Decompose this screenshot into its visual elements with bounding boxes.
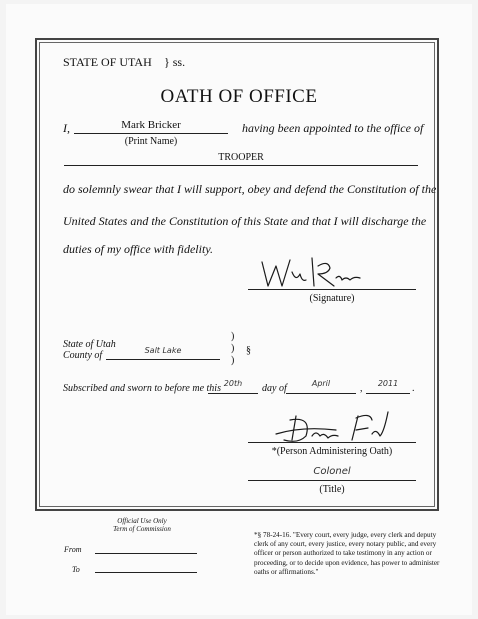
section-symbol: § xyxy=(246,345,251,356)
signature-line xyxy=(248,289,416,290)
name-caption: (Print Name) xyxy=(124,136,178,147)
brace-3: ) xyxy=(231,355,235,366)
ss-label: } ss. xyxy=(164,55,186,69)
term-label: Term of Commission xyxy=(113,525,171,533)
sworn-year: 2011 xyxy=(377,379,399,388)
county-line xyxy=(106,359,220,360)
county-label: County of xyxy=(63,350,103,361)
from-line xyxy=(95,553,197,554)
sworn-text: Subscribed and sworn to before me this xyxy=(63,383,221,394)
title-line xyxy=(248,480,416,481)
title-caption: (Title) xyxy=(319,484,345,495)
venue-state: State of Utah xyxy=(63,339,116,350)
officer-signature xyxy=(256,252,376,292)
to-line xyxy=(95,572,197,573)
to-label: To xyxy=(72,565,80,574)
brace-1: ) xyxy=(231,331,235,342)
office-line xyxy=(64,165,418,166)
year-comma: , xyxy=(360,383,363,394)
appointment-text: having been appointed to the office of xyxy=(242,121,424,135)
day-line xyxy=(208,393,258,394)
name-line xyxy=(74,133,228,134)
brace-2: ) xyxy=(231,343,235,354)
year-line xyxy=(366,393,410,394)
official-use-label: Official Use Only xyxy=(117,517,167,525)
administrator-caption: *(Person Administering Oath) xyxy=(271,446,393,457)
title-value: Colonel xyxy=(313,466,351,477)
administrator-signature xyxy=(272,406,400,446)
day-of-text: day of xyxy=(262,383,287,394)
from-label: From xyxy=(64,545,82,554)
month-line xyxy=(286,393,356,394)
state-heading: STATE OF UTAH xyxy=(63,55,152,69)
statute-note: *§ 78-24-16. "Every court, every judge, every clerk and deputy clerk of any court, every justice, every notary public, and every officer or person authorized to take testimony in any action or proceeding, or to decide upon evidence, has power to administer oaths or affirmations." xyxy=(254,531,440,576)
county-value: Salt Lake xyxy=(144,346,182,355)
signature-caption: (Signature) xyxy=(309,293,355,304)
document-title: OATH OF OFFICE xyxy=(160,86,318,107)
sworn-day: 20th xyxy=(223,379,243,388)
appointee-name: Mark Bricker xyxy=(121,119,181,131)
i-prefix: I, xyxy=(63,121,70,135)
oath-line-1: do solemnly swear that I will support, obey and defend the Constitution of the xyxy=(63,182,437,196)
office-value: TROOPER xyxy=(218,152,264,163)
sworn-end: . xyxy=(412,383,415,394)
oath-line-2: United States and the Constitution of this State and that I will discharge the xyxy=(63,214,427,228)
oath-line-3: duties of my office with fidelity. xyxy=(63,242,213,256)
administrator-line xyxy=(248,442,416,443)
sworn-month: April xyxy=(311,379,331,388)
